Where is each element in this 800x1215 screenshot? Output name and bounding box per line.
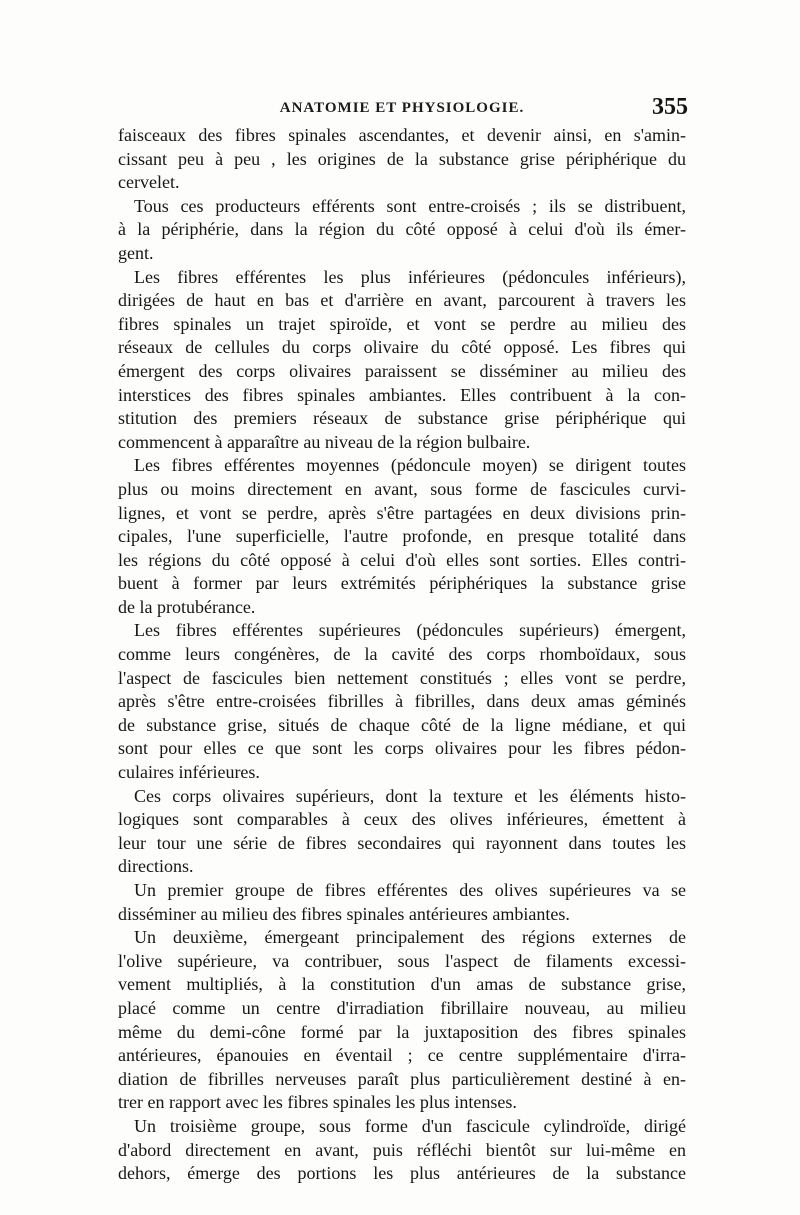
paragraph-first-line: Les fibres efférentes les plus inférieures (pédoncules inférieurs),: [134, 266, 686, 287]
text-line: stitution des premiers réseaux de substance grise périphérique qui: [118, 408, 686, 429]
text-line: logiques sont comparables à ceux des olives inférieures, émettent à: [118, 809, 686, 830]
paragraph-first-line: Un troisième groupe, sous forme d'un fascicule cylindroïde, dirigé: [134, 1115, 686, 1136]
text-line: comme leurs congénères, de la cavité des corps rhomboïdaux, sous: [118, 644, 686, 665]
text-line: émergent des corps olivaires paraissent se disséminer au milieu des: [118, 360, 686, 381]
paragraph-first-line: Les fibres efférentes moyennes (pédoncule moyen) se dirigent toutes: [134, 455, 686, 476]
text-line: sont pour elles ce que sont les corps olivaires pour les fibres pédon-: [118, 738, 686, 759]
text-line: placé comme un centre d'irradiation fibrillaire nouveau, au milieu: [118, 997, 686, 1018]
text-line: fibres spinales un trajet spiroïde, et vont se perdre au milieu des: [118, 313, 686, 334]
text-line: faisceaux des fibres spinales ascendantes, et devenir ainsi, en s'amin-: [118, 125, 686, 145]
text-line: trer en rapport avec les fibres spinales les plus intenses.: [118, 1092, 517, 1113]
text-line: les régions du côté opposé à celui d'où elles sont sorties. Elles contri-: [118, 549, 686, 570]
paragraph-first-line: Les fibres efférentes supérieures (pédoncules supérieurs) émergent,: [134, 620, 686, 641]
text-line: cissant peu à peu , les origines de la substance grise périphérique du: [118, 148, 686, 169]
paragraph-first-line: Tous ces producteurs efférents sont entre-croisés ; ils se distribuent,: [134, 195, 686, 216]
text-line: gent.: [118, 242, 154, 263]
text-line: de substance grise, situés de chaque côté de la ligne médiane, et qui: [118, 714, 686, 735]
text-line: lignes, et vont se perdre, après s'être partagées en deux divisions prin-: [118, 502, 686, 523]
text-line: cipales, l'une superficielle, l'autre profonde, en presque totalité dans: [118, 526, 686, 547]
paragraph-first-line: Un premier groupe de fibres efférentes des olives supérieures va se: [134, 880, 686, 900]
text-line: de la protubérance.: [118, 596, 256, 617]
text-line: d'abord directement en avant, puis réfléchi bientôt sur lui-même en: [118, 1139, 686, 1160]
text-line: l'aspect de fascicules bien nettement constitués ; elles vont se perdre,: [118, 667, 686, 688]
paragraph-first-line: Ces corps olivaires supérieurs, dont la texture et les éléments histo-: [134, 785, 686, 806]
running-title: ANATOMIE ET PHYSIOLOGIE.: [279, 100, 525, 116]
text-line: cervelet.: [118, 172, 180, 193]
text-line: plus ou moins directement en avant, sous forme de fascicules curvi-: [118, 478, 686, 499]
running-head: [118, 96, 686, 124]
text-line: même du demi-cône formé par la juxtaposition des fibres spinales: [118, 1021, 686, 1042]
page-number: 355: [652, 94, 688, 120]
body-text: [118, 124, 686, 1186]
text-line: après s'être entre-croisées fibrilles à fibrilles, dans deux amas géminés: [118, 691, 686, 712]
text-line: à la périphérie, dans la région du côté opposé à celui d'où ils émer-: [118, 219, 686, 240]
text-line: antérieures, épanouies en éventail ; ce centre supplémentaire d'irra-: [118, 1045, 686, 1066]
text-line: culaires inférieures.: [118, 762, 260, 783]
paragraph-first-line: Un deuxième, émergeant principalement des régions externes de: [134, 927, 686, 948]
text-line: vement multipliés, à la constitution d'un amas de substance grise,: [118, 974, 686, 995]
text-line: commencent à apparaître au niveau de la région bulbaire.: [118, 431, 531, 452]
text-line: buent à former par leurs extrémités périphériques la substance grise: [118, 573, 686, 594]
text-line: leur tour une série de fibres secondaires qui rayonnent dans toutes les: [118, 832, 686, 853]
text-line: diation de fibrilles nerveuses paraît plus particulièrement destiné à en-: [118, 1068, 686, 1089]
text-line: dirigées de haut en bas et d'arrière en avant, parcourent à travers les: [118, 290, 686, 311]
text-line: interstices des fibres spinales ambiantes. Elles contribuent à la con-: [118, 384, 686, 405]
text-line: dehors, émerge des portions les plus antérieures de la substance: [118, 1163, 686, 1184]
text-line: l'olive supérieure, va contribuer, sous l'aspect de filaments excessi-: [118, 950, 686, 971]
text-line: disséminer au milieu des fibres spinales antérieures ambiantes.: [118, 903, 570, 924]
text-line: directions.: [118, 856, 194, 877]
text-line: réseaux de cellules du corps olivaire du côté opposé. Les fibres qui: [118, 337, 686, 358]
